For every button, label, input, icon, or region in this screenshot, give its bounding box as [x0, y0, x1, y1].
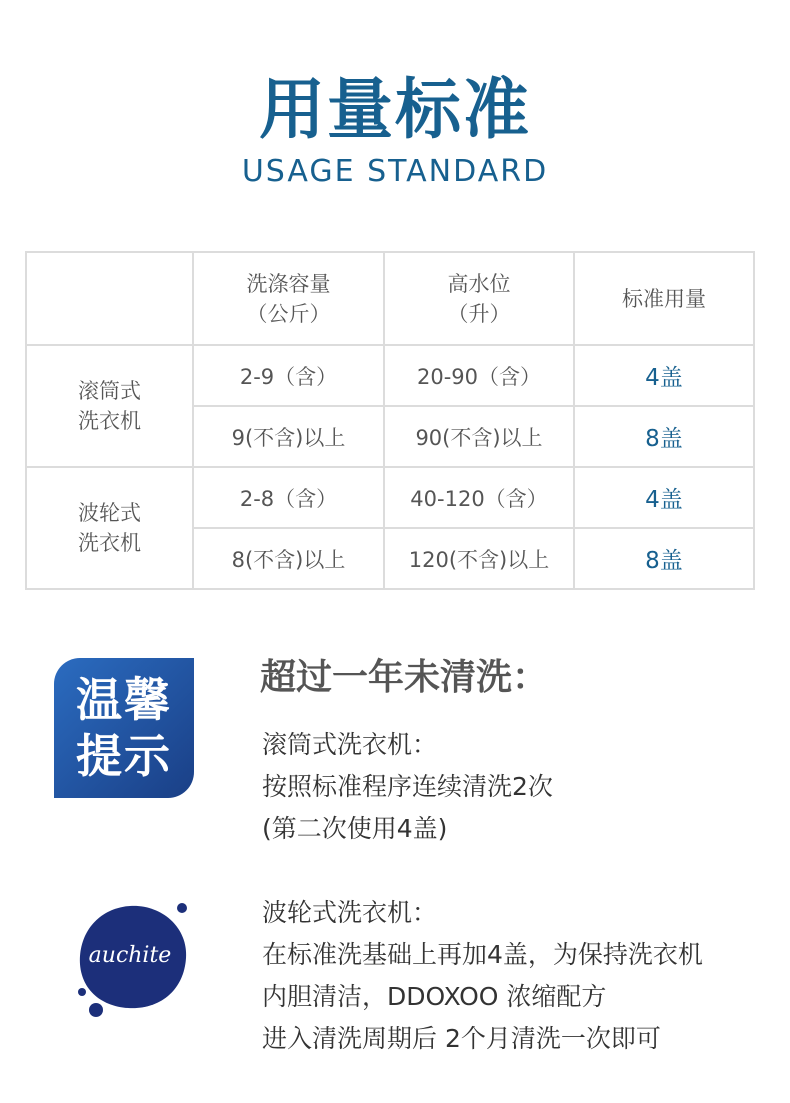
- header-cell-water-level: 高水位 （升）: [384, 252, 574, 345]
- page-subtitle: USAGE STANDARD: [241, 154, 549, 189]
- capacity-cell: 9(不含)以上: [193, 406, 384, 467]
- tip-drum-block: 滚筒式洗衣机： 按照标准程序连续清洗2次 (第二次使用4盖): [262, 730, 553, 843]
- capacity-cell: 8(不含)以上: [193, 528, 384, 589]
- capacity-cell: 2-9（含）: [193, 345, 384, 406]
- badge-line-1: 温馨: [76, 673, 172, 727]
- header-cell-standard-dose: 标准用量: [574, 252, 754, 345]
- brand-logo: [70, 898, 195, 1018]
- badge-line-2: 提示: [76, 729, 172, 783]
- table-row: [26, 467, 754, 528]
- tip-pulsator-block: 波轮式洗衣机： 在标准洗基础上再加4盖，为保持洗衣机 内胆清洁，DDOXOO 浓缩配方 进入清洗周期后 2个月清洗一次即可: [262, 898, 703, 1053]
- water-level-cell: 40-120（含）: [384, 467, 574, 528]
- usage-table: [25, 251, 755, 590]
- machine-type-cell: 滚筒式 洗衣机: [26, 345, 193, 467]
- machine-type-cell: 波轮式 洗衣机: [26, 467, 193, 589]
- water-level-cell: 120(不含)以上: [384, 528, 574, 589]
- table-header-row: [26, 252, 754, 345]
- dose-cell: 4盖: [574, 345, 754, 406]
- page-title: 用量标准: [259, 71, 531, 148]
- water-level-cell: 90(不含)以上: [384, 406, 574, 467]
- header-cell-capacity: 洗涤容量 （公斤）: [193, 252, 384, 345]
- header-cell-empty: [26, 252, 193, 345]
- tip-heading: 超过一年未清洗：: [260, 657, 549, 698]
- warm-tip-badge: [54, 658, 194, 798]
- capacity-cell: 2-8（含）: [193, 467, 384, 528]
- logo-text: auchite: [88, 943, 172, 968]
- dose-cell: 8盖: [574, 406, 754, 467]
- table-row: [26, 345, 754, 406]
- dose-cell: 8盖: [574, 528, 754, 589]
- water-level-cell: 20-90（含）: [384, 345, 574, 406]
- dose-cell: 4盖: [574, 467, 754, 528]
